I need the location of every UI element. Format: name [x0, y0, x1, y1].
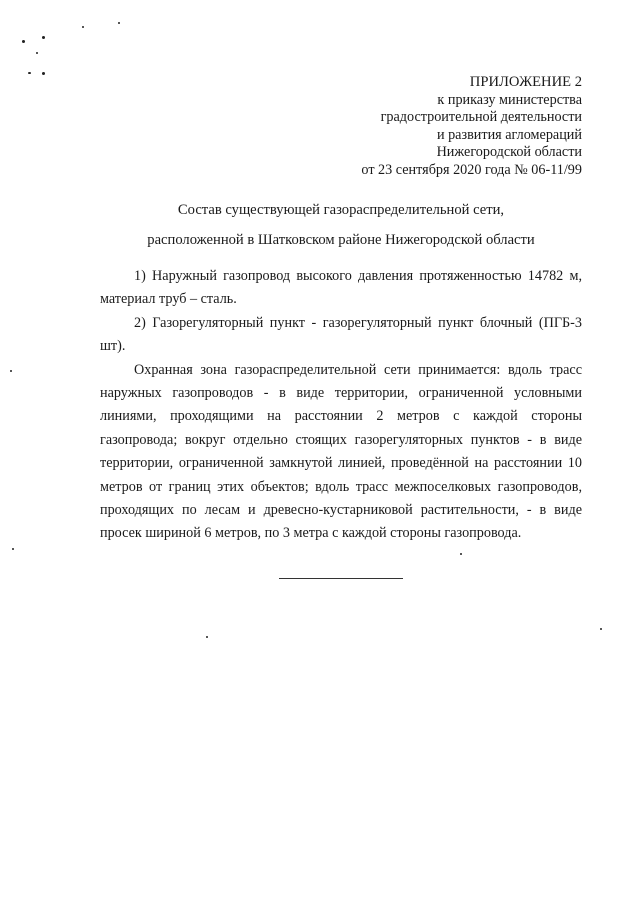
appendix-header	[361, 74, 582, 180]
scan-speck	[12, 548, 14, 550]
header-line-agglomeration: и развития агломераций	[436, 126, 582, 143]
header-line-date: от 23 сентября 2020 года № 06-11/99	[361, 161, 582, 178]
scan-speck	[42, 72, 45, 75]
header-line-region: Нижегородской области	[436, 144, 582, 161]
title-line-2: расположенной в Шатковском районе Нижегородской области	[147, 232, 535, 248]
scan-speck	[206, 636, 208, 638]
scan-speck	[82, 26, 84, 28]
title-line-1: Состав существующей газораспределительной сети,	[177, 202, 505, 218]
document-title	[100, 195, 582, 255]
scan-speck	[600, 628, 602, 630]
list-item-regulator: 2) Газорегуляторный пункт - газорегуляторный пункт блочный (ПГБ-3 шт).	[100, 314, 582, 355]
scan-speck	[42, 36, 45, 39]
scan-speck	[118, 22, 120, 24]
list-item-pipeline: 1) Наружный газопровод высокого давления протяженностью 14782 м, материал труб – сталь.	[100, 268, 582, 308]
scan-speck	[460, 553, 462, 555]
scan-speck	[22, 40, 25, 43]
header-line-order: к приказу министерства	[437, 91, 582, 108]
document-body	[100, 265, 582, 546]
scan-speck	[36, 52, 38, 54]
scan-speck	[28, 72, 31, 74]
scan-speck	[10, 370, 12, 372]
protection-zone-paragraph: Охранная зона газораспределительной сети принимается: вдоль трасс наружных газопроводов - в виде территории, ограниченной условными линиями, проходящими на расстоянии 2 метров с каждой стороны газопровода; вокруг отдельно стоящих газорегуляторных пунктов - в виде территории, ограниченной замкнутой линией, проведённой на расстоянии 10 метров от границ этих объектов; вдоль трасс межпоселковых газопроводов, проходящих по лесам и древесно-кустарниковой растительности, - в виде просек шириной 6 метров, по 3 метра с каждой стороны газопровода.	[100, 361, 582, 542]
appendix-number: ПРИЛОЖЕНИЕ 2	[469, 74, 582, 90]
header-line-ministry: градостроительной деятельности	[380, 109, 582, 126]
end-divider	[279, 578, 403, 579]
